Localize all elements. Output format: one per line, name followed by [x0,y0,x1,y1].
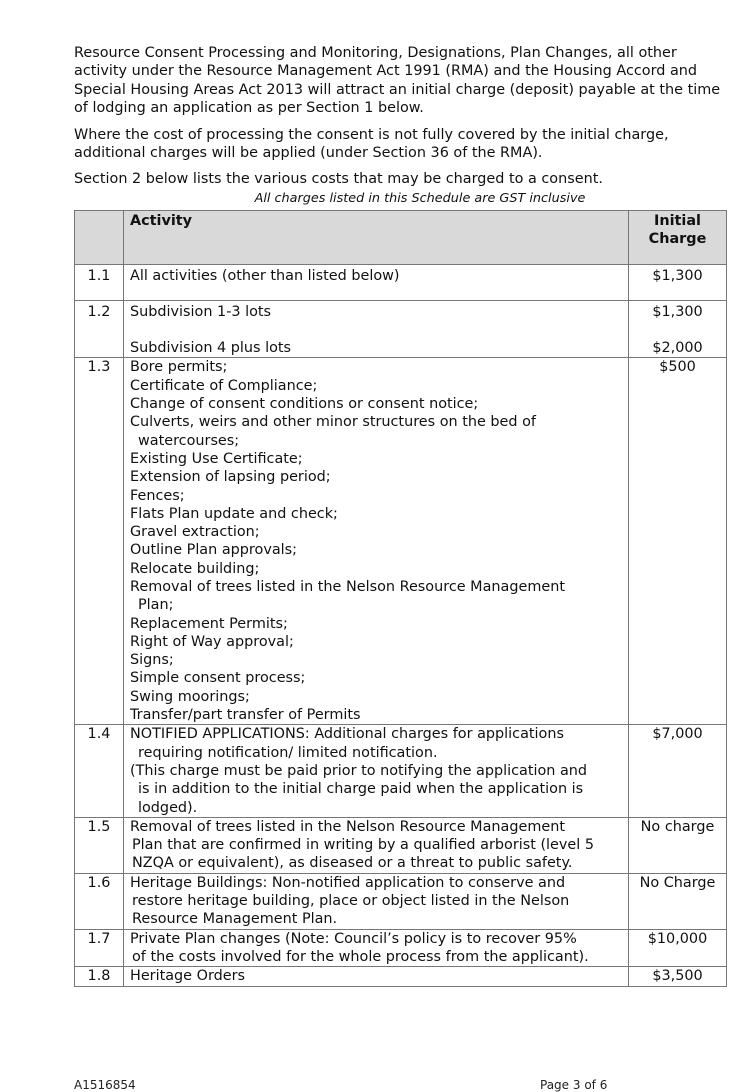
row-number: 1.8 [75,967,124,986]
header-activity [124,210,629,264]
intro-paragraph-3: Section 2 below lists the various costs that may be charged to a consent. [74,171,603,188]
list-item: Swing moorings; [130,688,250,705]
activity-line: lodged). [138,799,198,816]
list-item: Flats Plan update and check; [130,505,338,522]
activity-line: Heritage Buildings: Non-notified application to conserve and [130,874,566,891]
row-activity [124,725,629,817]
charge-line: $1,300 [652,303,703,320]
list-item: Signs; [130,652,174,669]
activity-line: of the costs involved for the whole process from the applicant). [132,948,589,965]
row-activity [124,873,629,929]
footer-page-number: Page 3 of 6 [540,1078,608,1092]
document-page [74,44,726,987]
row-activity [124,300,629,358]
row-activity [124,358,629,725]
list-item: Plan; [138,597,174,614]
list-item: Replacement Permits; [130,615,288,632]
table-header-row [75,210,727,264]
row-charge: $3,500 [629,967,727,986]
row-charge [629,300,727,358]
intro-paragraph-1: Resource Consent Processing and Monitoring, Designations, Plan Changes, all other activity under the Resource Management Act 1991 (RMA) and the Housing Accord and Special Housing Areas Act 2013 will attract an initial charge (deposit) payable at the time of lodging an application as per Section 1 below. [74,45,721,117]
table-row-1-8 [75,967,727,986]
row-charge: $500 [629,358,727,725]
list-item: Removal of trees listed in the Nelson Resource Management [130,579,565,595]
header-charge-line1: Initial [654,212,701,229]
table-row-1-5 [75,817,727,873]
row-charge: $1,300 [629,264,727,300]
activity-line: Private Plan changes (Note: Council’s policy is to recover 95% [130,930,577,947]
activity-line: requiring notification/ limited notification. [138,744,438,761]
row-charge: No Charge [629,873,727,929]
list-item: Certificate of Compliance; [130,377,318,394]
row-number: 1.1 [75,264,124,300]
list-item: Culverts, weirs and other minor structures on the bed of [130,414,536,431]
row-number: 1.6 [75,873,124,929]
header-charge [629,210,727,264]
row-number: 1.2 [75,300,124,358]
table-row-1-4 [75,725,727,817]
row-charge: $10,000 [629,929,727,967]
row-charge: $7,000 [629,725,727,817]
list-item: Simple consent process; [130,670,306,687]
row-activity: All activities (other than listed below) [124,264,629,300]
row-activity [124,817,629,873]
activity-line: is in addition to the initial charge paid when the application is [138,781,584,798]
row-number: 1.3 [75,358,124,725]
list-item: Transfer/part transfer of Permits [130,707,361,724]
activity-line: Removal of trees listed in the Nelson Resource Management [130,818,565,835]
list-item: Fences; [130,487,185,504]
list-item: Change of consent conditions or consent notice; [130,396,479,413]
intro-paragraph-2: Where the cost of processing the consent is not fully covered by the initial charge, additional charges will be applied (under Section 36 of the RMA). [74,126,669,162]
list-item: Extension of lapsing period; [130,469,331,486]
row-number: 1.7 [75,929,124,967]
activity-line: Plan that are confirmed in writing by a qualified arborist (level 5 [132,837,595,854]
list-item: watercourses; [138,432,240,449]
activity-line: NZQA or equivalent), as diseased or a threat to public safety. [132,855,573,872]
row-charge: No charge [629,817,727,873]
list-item: Outline Plan approvals; [130,542,297,559]
charge-line: $2,000 [652,340,703,357]
table-row-1-3 [75,358,727,725]
gst-note: All charges listed in this Schedule are GST inclusive [254,190,586,206]
charges-table [74,210,727,987]
activity-line: NOTIFIED APPLICATIONS: Additional charges for applications [130,726,564,743]
header-num [75,210,124,264]
footer-doc-id: A1516854 [74,1078,136,1092]
row-activity [124,929,629,967]
list-item: Gravel extraction; [130,524,260,541]
activity-line: Resource Management Plan. [132,911,338,928]
table-row-1-7 [75,929,727,967]
header-charge-line2: Charge [648,231,707,248]
row-number: 1.4 [75,725,124,817]
table-row-1-1 [75,264,727,300]
row-activity: Heritage Orders [124,967,629,986]
list-item: Right of Way approval; [130,633,294,650]
activity-line: Subdivision 4 plus lots [130,340,292,357]
activity-line: (This charge must be paid prior to notifying the application and [130,762,588,779]
list-item: Relocate building; [130,560,260,577]
table-row-1-2 [75,300,727,358]
activity-line: restore heritage building, place or object listed in the Nelson [132,893,570,910]
list-item: Bore permits; [130,359,228,376]
table-row-1-6 [75,873,727,929]
activity-line: Subdivision 1-3 lots [130,303,272,320]
header-activity-label: Activity [130,212,193,229]
list-item: Existing Use Certificate; [130,450,303,467]
row-number: 1.5 [75,817,124,873]
